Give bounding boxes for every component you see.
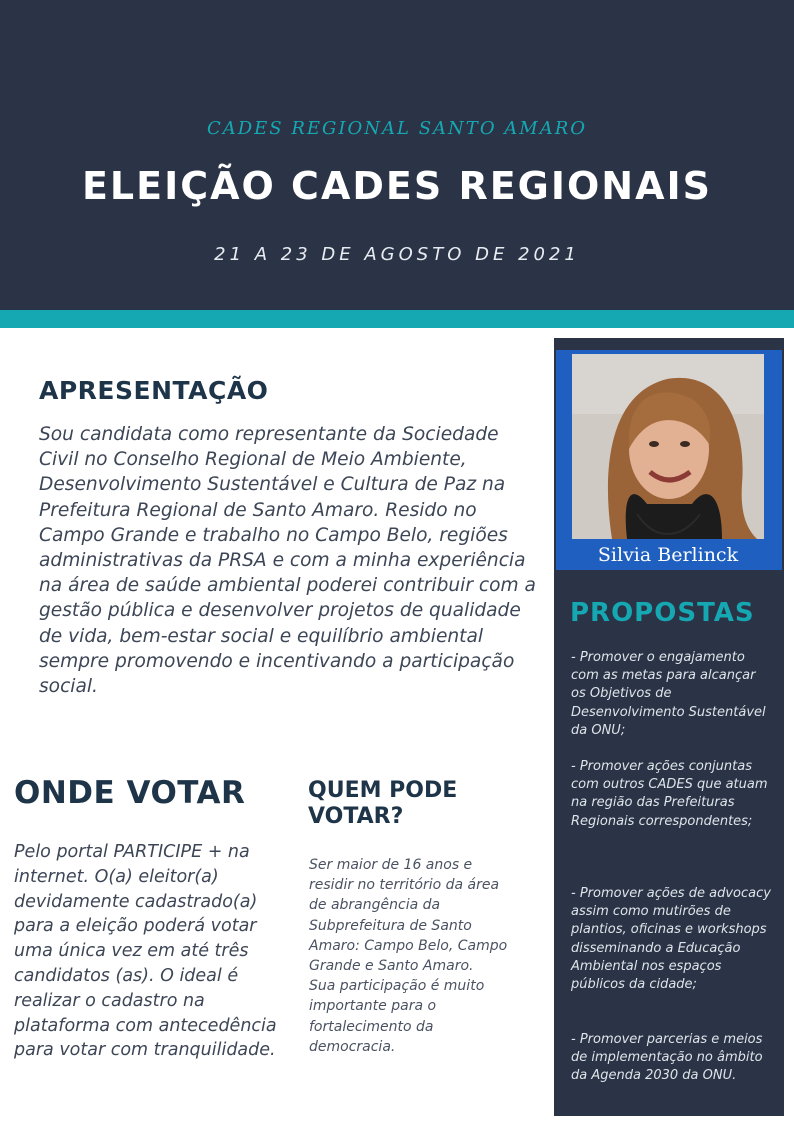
- election-date: 21 A 23 DE AGOSTO DE 2021: [214, 244, 580, 265]
- proposta-item: - Promover ações conjuntas com outros CADES que atuam na região das Prefeituras Regionais correspondentes;: [571, 759, 768, 829]
- candidate-name: Silvia Berlinck: [597, 544, 739, 566]
- apresentacao-heading: APRESENTAÇÃO: [39, 376, 269, 405]
- onde-votar-heading: ONDE VOTAR: [14, 775, 246, 811]
- proposta-item: - Promover o engajamento com as metas para alcançar os Objetivos de Desenvolvimento Sustentável da ONU;: [571, 650, 766, 738]
- apresentacao-text: Sou candidata como representante da Sociedade Civil no Conselho Regional de Meio Ambiente, Desenvolvimento Sustentável e Cultura de Paz na Prefeitura Regional de Santo Amaro. Resido no Campo Grande e trabalho no Campo Belo, regiões administrativas da PRSA e com a minha experiência na área de saúde ambiental poderei contribuir com a gestão pública e desenvolver projetos de qualidade de vida, bem-estar social e equilíbrio ambiental sempre promovendo e incentivando a participação social.: [39, 424, 536, 698]
- header-kicker: CADES REGIONAL SANTO AMARO: [206, 118, 588, 139]
- propostas-heading: PROPOSTAS: [570, 598, 755, 628]
- onde-votar-text: Pelo portal PARTICIPE + na internet. O(a) eleitor(a) devidamente cadastrado(a) para a eleição poderá votar uma única vez em até três candidatos (as). O ideal é realizar o cadastro na plataforma com antecedência para votar com tranquilidade.: [14, 842, 277, 1061]
- proposta-item: - Promover ações de advocacy assim como mutirões de plantios, oficinas e workshops disseminando a Educação Ambiental nos espaços públicos da cidade;: [571, 886, 771, 993]
- candidate-photo: [572, 354, 764, 539]
- accent-divider: [0, 310, 794, 328]
- quem-pode-votar-text: Ser maior de 16 anos e residir no território da área de abrangência da Subprefeitura de Santo Amaro: Campo Belo, Campo Grande e Santo Amaro. Sua participação é muito importante para o fortalecimento da democracia.: [309, 857, 508, 1055]
- quem-pode-votar-heading: QUEM PODE VOTAR?: [308, 778, 458, 829]
- proposta-item: - Promover parcerias e meios de implementação no âmbito da Agenda 2030 da ONU.: [571, 1032, 763, 1084]
- page-title: ELEIÇÃO CADES REGIONAIS: [81, 164, 713, 208]
